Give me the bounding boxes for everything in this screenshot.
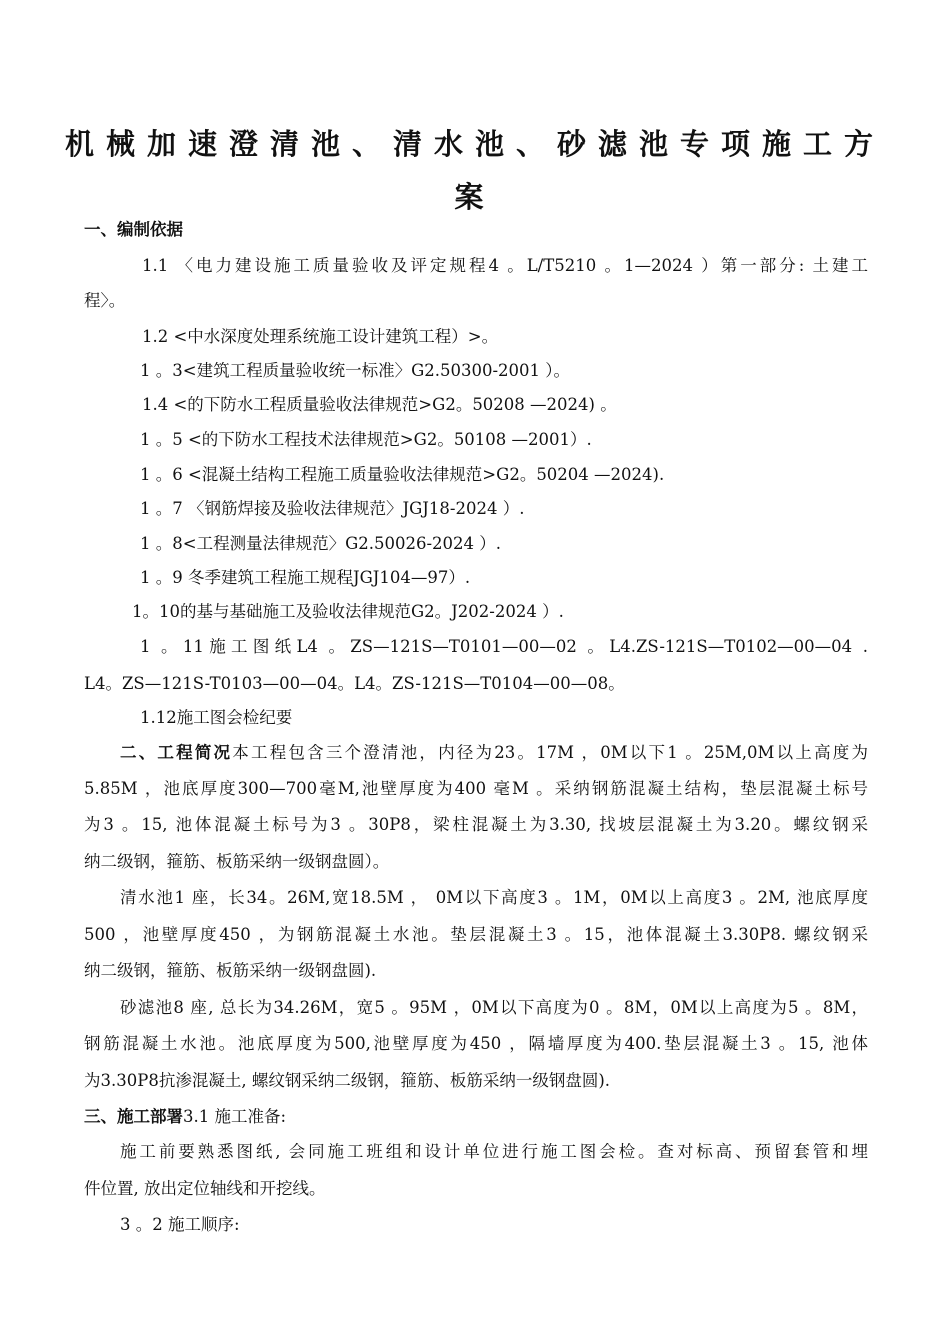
section-3-line-1 [84, 1106, 286, 1128]
item-1-11-line-2: L4。ZS—121S-T0103—00—04。L4。ZS-121S—T0104—00—08。 [84, 674, 625, 693]
doc-title-line-2: 案 [454, 180, 496, 214]
item-1-1-line-2: 程〉。 [84, 291, 126, 310]
section-3-heading: 三、施工部署 [84, 1107, 183, 1126]
item-1-10: 1。10的基与基础施工及验收法律规范G2。J202-2024 ）. [132, 602, 564, 621]
sand-filter-line-2: 钢筋混凝土水池。池底厚度为500,池壁厚度为450 ，隔墙厚度为400.垫层混凝土3 。15, 池体 [84, 1034, 868, 1053]
item-1-11-line-1: 1 。11施工图纸L4 。ZS—121S—T0101—00—02 。L4.ZS-121S—T0102—00—04 . [140, 637, 868, 656]
section-2-para-1-line-3: 为3 。15, 池体混凝土标号为3 。30P8，梁柱混凝土为3.30, 找坡层混凝土为3.20。螺纹钢采 [84, 815, 868, 834]
item-3-2: 3 。2 施工顺序: [120, 1215, 240, 1234]
section-2-heading: 二、工程简况 [120, 743, 233, 762]
sand-filter-line-3: 为3.30P8抗渗混凝土, 螺纹钢采纳二级钢，箍筋、板筋采纳一级钢盘圆). [84, 1071, 611, 1090]
item-3-1: 3.1 施工准备: [183, 1107, 287, 1126]
section-2-para-1-start: 本工程包含三个澄清池，内径为23。17M ，0M以下1 。25M,0M以上高度为 [232, 743, 869, 762]
item-1-4: 1.4 <的下防水工程质量验收法律规范>G2。50208 —2024) 。 [142, 395, 617, 414]
item-1-6: 1 。6 <混凝土结构工程施工质量验收法律规范>G2。50204 —2024). [140, 465, 665, 484]
section-2-para-1-line-4: 纳二级钢，箍筋、板筋采纳一级钢盘圆）。 [84, 852, 390, 871]
sand-filter-line-1: 砂滤池8 座, 总长为34.26M，宽5 。95M ，0M以下高度为0 。8M，0M以上高度为5 。8M， [120, 998, 868, 1017]
doc-title-line-1: 机械加速澄清池、清水池、砂滤池专项施工方 [64, 127, 885, 161]
section-2-line-1 [120, 742, 868, 764]
item-1-2: 1.2 <中水深度处理系统施工设计建筑工程）>。 [142, 327, 499, 346]
section-3-para-line-1: 施工前要熟悉图纸, 会同施工班组和设计单位进行施工图会检。查对标高、预留套管和埋 [120, 1142, 868, 1161]
item-1-5: 1 。5 <的下防水工程技术法律规范>G2。50108 —2001）. [140, 430, 592, 449]
section-3-para-line-2: 件位置, 放出定位轴线和开挖线。 [84, 1179, 326, 1198]
item-1-9: 1 。9 冬季建筑工程施工规程JGJ104—97）. [140, 568, 471, 587]
item-1-12: 1.12施工图会检纪要 [140, 708, 293, 727]
clear-water-tank-line-3: 纳二级钢，箍筋、板筋采纳一级钢盘圆). [84, 961, 377, 980]
item-1-1-line-1: 1.1 〈电力建设施工质量验收及评定规程4 。L/T5210 。1—2024 ）第一部分: 土建工 [142, 256, 868, 275]
clear-water-tank-line-2: 500 ，池壁厚度450 ，为钢筋混凝土水池。垫层混凝土3 。15，池体混凝土3.30P8. 螺纹钢采 [84, 925, 868, 944]
clear-water-tank-line-1: 清水池1 座，长34。26M,宽18.5M ， 0M以下高度3 。1M，0M以上高度3 。2M, 池底厚度 [120, 888, 868, 907]
section-1-heading: 一、编制依据 [84, 220, 183, 239]
item-1-3: 1 。3<建筑工程质量验收统一标准〉G2.50300-2001 ）。 [140, 361, 571, 380]
section-2-para-1-line-2: 5.85M ，池底厚度300—700毫M,池壁厚度为400 毫M 。采纳钢筋混凝土结构，垫层混凝土标号 [84, 779, 868, 798]
item-1-7: 1 。7 〈钢筋焊接及验收法律规范〉JGJ18-2024 ）. [140, 499, 525, 518]
item-1-8: 1 。8<工程测量法律规范〉G2.50026-2024 ）. [140, 534, 502, 553]
